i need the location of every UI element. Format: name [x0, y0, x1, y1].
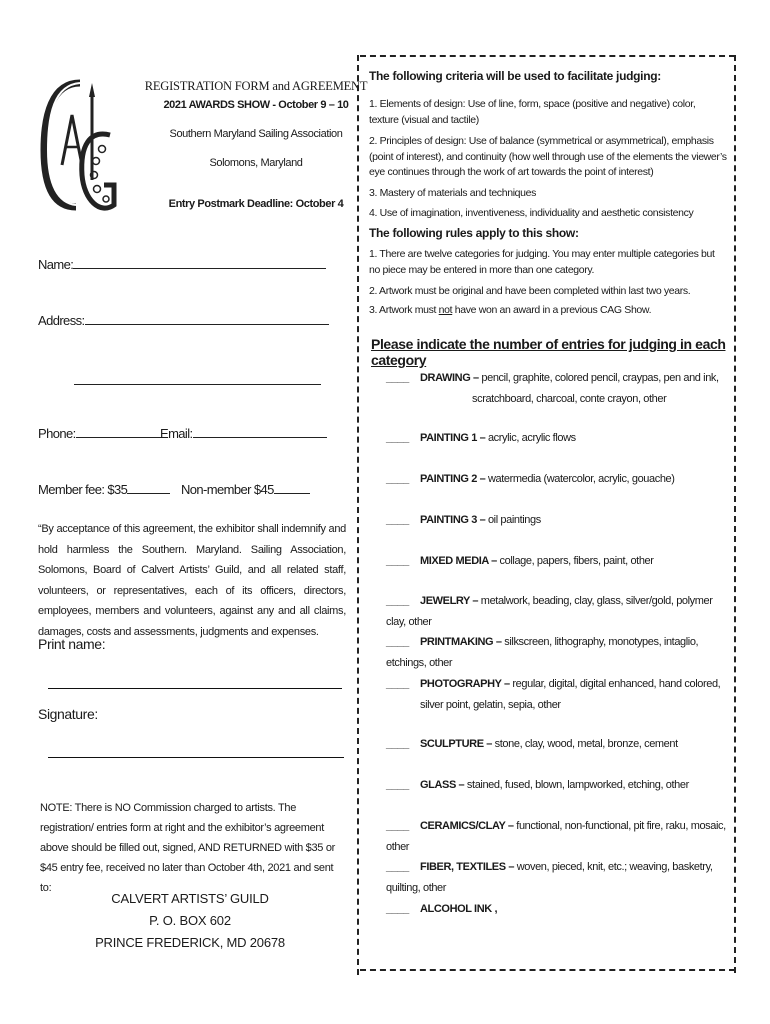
- criteria-item: 1. Elements of design: Use of line, form, space (positive and negative) color, texture (visual and tactile): [369, 98, 696, 126]
- email-field[interactable]: [160, 425, 327, 441]
- phone-line[interactable]: [76, 425, 162, 438]
- category-alcohol-ink[interactable]: ____ ALCOHOL INK ,: [386, 899, 731, 920]
- signature-label: Signature:: [38, 706, 98, 722]
- entry-blank[interactable]: ____: [386, 432, 409, 444]
- form-title: REGISTRATION FORM and AGREEMENT: [144, 79, 368, 93]
- category-mixed-media[interactable]: ____ MIXED MEDIA – collage, papers, fibers, paint, other: [386, 551, 731, 572]
- box-border-right: [734, 55, 736, 973]
- mailing-line-3: PRINCE FREDERICK, MD 20678: [95, 935, 285, 950]
- member-fee-line[interactable]: [127, 481, 170, 494]
- box-border-top: [360, 55, 735, 57]
- category-painting-1[interactable]: ____ PAINTING 1 – acrylic, acrylic flows: [386, 428, 731, 449]
- category-ceramics-clay[interactable]: ____ CERAMICS/CLAY – functional, non-functional, pit fire, raku, mosaic, other: [386, 816, 731, 858]
- category-drawing[interactable]: ____ DRAWING – pencil, graphite, colored pencil, craypas, pen and ink, scratchboard, charcoal, conte crayon, other: [386, 368, 731, 410]
- category-photography[interactable]: ____ PHOTOGRAPHY – regular, digital, digital enhanced, hand colored, silver point, gelatin, sepia, other: [386, 674, 731, 716]
- address-label: Address:: [38, 313, 85, 328]
- categories-heading: Please indicate the number of entries for judging in each category: [371, 336, 726, 368]
- address-field[interactable]: [38, 312, 329, 328]
- criteria-item: 2. Principles of design: Use of balance (symmetrical or asymmetrical), emphasis (point of interest), and continuity (how well through use of the elements the viewer’s eye continues through the work of art towards the point of interest): [369, 135, 727, 178]
- print-name-label: Print name:: [38, 636, 106, 652]
- category-jewelry[interactable]: ____ JEWELRY – metalwork, beading, clay, glass, silver/gold, polymer clay, other: [386, 591, 731, 633]
- nonmember-fee-field[interactable]: [181, 481, 310, 497]
- mailing-line-1: CALVERT ARTISTS’ GUILD: [111, 891, 269, 906]
- association-name: Southern Maryland Sailing Association: [169, 128, 343, 140]
- entry-blank[interactable]: ____: [386, 473, 409, 485]
- email-label: Email:: [160, 426, 193, 441]
- rules-heading: The following rules apply to this show:: [369, 226, 579, 240]
- entry-blank[interactable]: ____: [386, 779, 409, 791]
- note-text: NOTE: There is NO Commission charged to artists. The registration/ entries form at right and the exhibitor’s agreement above should be filled out, signed, AND RETURNED with $35 or $45 entry fee, received no later than October 4th, 2021 and sent to:: [40, 802, 336, 894]
- rule-item: 1. There are twelve categories for judging. You may enter multiple categories but no piece may be entered in more than one category.: [369, 248, 715, 276]
- email-line[interactable]: [193, 425, 327, 438]
- address-line[interactable]: [85, 312, 329, 325]
- mailing-address: [40, 888, 340, 954]
- indemnity-agreement: “By acceptance of this agreement, the exhibitor shall indemnify and hold harmless the Southern. Maryland. Sailing Association, Solomons, Board of Calvert Artists’ Guild, and all related staff, volunteers, or representatives, each of its officers, directors, employees, members and volunteers, against any and all claims, damages, costs and assessments, judgments and expenses.: [38, 523, 346, 638]
- signature-line[interactable]: [48, 757, 344, 758]
- entry-deadline: Entry Postmark Deadline: October 4: [168, 198, 344, 210]
- name-field[interactable]: [38, 256, 326, 272]
- rule-item: 2. Artwork must be original and have been completed within last two years.: [369, 285, 691, 297]
- entry-blank[interactable]: ____: [386, 678, 409, 690]
- entry-blank[interactable]: ____: [386, 514, 409, 526]
- criteria-item: 4. Use of imagination, inventiveness, individuality and aesthetic consistency: [369, 207, 694, 219]
- name-label: Name:: [38, 257, 74, 272]
- member-fee-field[interactable]: [38, 481, 170, 497]
- category-glass[interactable]: ____ GLASS – stained, fused, blown, lampworked, etching, other: [386, 775, 731, 796]
- criteria-heading: The following criteria will be used to facilitate judging:: [369, 69, 661, 83]
- entry-blank[interactable]: ____: [386, 372, 409, 384]
- cag-logo: [40, 75, 120, 225]
- category-painting-2[interactable]: ____ PAINTING 2 – watermedia (watercolor, acrylic, gouache): [386, 469, 731, 490]
- column-divider: [357, 55, 359, 975]
- category-sculpture[interactable]: ____ SCULPTURE – stone, clay, wood, metal, bronze, cement: [386, 734, 731, 755]
- criteria-item: 3. Mastery of materials and techniques: [369, 187, 537, 199]
- phone-field[interactable]: [38, 425, 162, 441]
- show-dates: 2021 AWARDS SHOW - October 9 – 10: [163, 99, 349, 111]
- rule-item: 3. Artwork must not have won an award in a previous CAG Show.: [369, 304, 652, 316]
- entry-blank[interactable]: ____: [386, 738, 409, 750]
- box-border-bottom: [360, 969, 735, 971]
- print-name-line[interactable]: [48, 688, 342, 689]
- entry-blank[interactable]: ____: [386, 595, 409, 607]
- category-painting-3[interactable]: ____ PAINTING 3 – oil paintings: [386, 510, 731, 531]
- member-fee-label: Member fee: $35: [38, 482, 128, 497]
- nonmember-fee-line[interactable]: [274, 481, 310, 494]
- entry-blank[interactable]: ____: [386, 820, 409, 832]
- mailing-line-2: P. O. BOX 602: [149, 913, 231, 928]
- location: Solomons, Maryland: [209, 157, 303, 169]
- entry-blank[interactable]: ____: [386, 636, 409, 648]
- name-line[interactable]: [73, 256, 326, 269]
- category-fiber-textiles[interactable]: ____ FIBER, TEXTILES – woven, pieced, knit, etc.; weaving, basketry, quilting, other: [386, 857, 731, 899]
- category-printmaking[interactable]: ____ PRINTMAKING – silkscreen, lithography, monotypes, intaglio, etchings, other: [386, 632, 731, 674]
- nonmember-fee-label: Non-member $45: [181, 482, 274, 497]
- address-line-2[interactable]: [74, 384, 321, 385]
- entry-blank[interactable]: ____: [386, 903, 409, 915]
- entry-blank[interactable]: ____: [386, 861, 409, 873]
- phone-label: Phone:: [38, 426, 76, 441]
- palette-brush-logo-icon: [40, 75, 120, 225]
- entry-blank[interactable]: ____: [386, 555, 409, 567]
